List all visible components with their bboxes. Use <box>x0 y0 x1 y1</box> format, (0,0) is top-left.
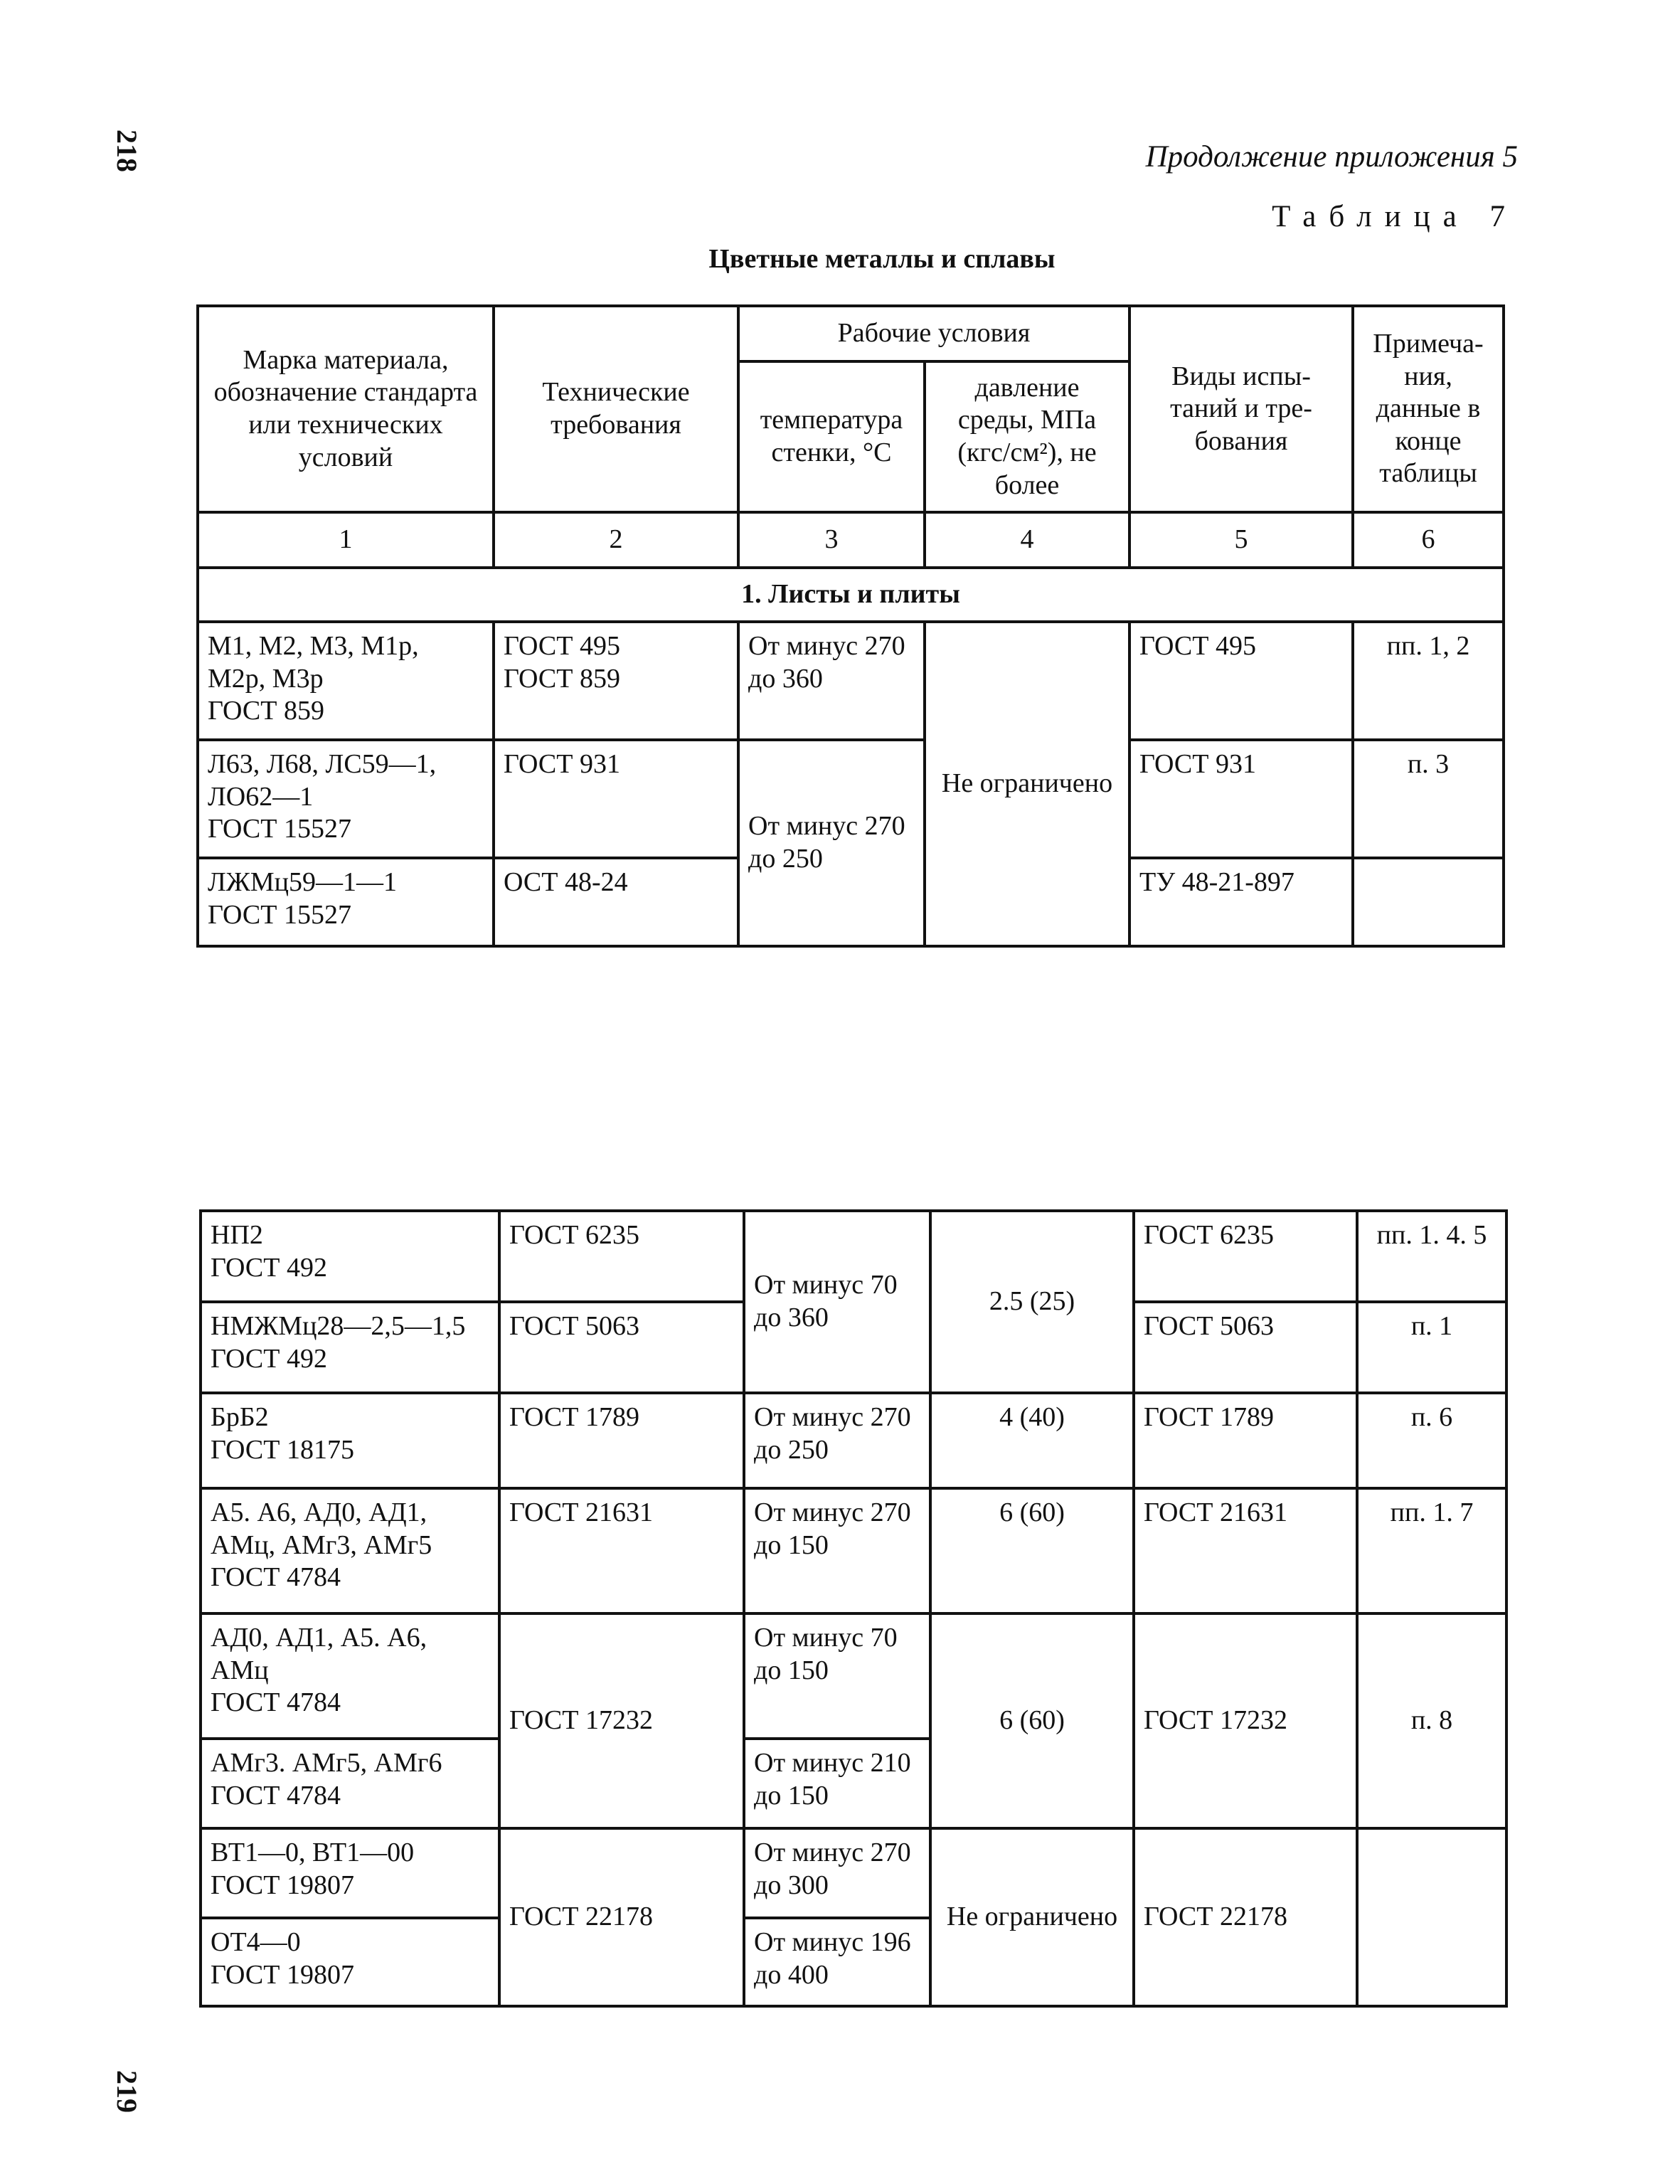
table-cell-requirements: ГОСТ 17232 <box>499 1613 744 1828</box>
table-cell-pressure: 6 (60) <box>930 1613 1134 1828</box>
table-cell-mark: Л63, Л68, ЛС59—1, ЛО62—1 ГОСТ 15527 <box>198 740 494 858</box>
table-cell-mark: ОТ4—0 ГОСТ 19807 <box>201 1918 499 2006</box>
table-cell-mark: НМЖМц28—2,5—1,5 ГОСТ 492 <box>201 1302 499 1393</box>
table-cell-requirements: ГОСТ 21631 <box>499 1488 744 1613</box>
table-cell-requirements: ГОСТ 5063 <box>499 1302 744 1393</box>
table-cell-tests: ГОСТ 931 <box>1129 740 1353 858</box>
table-label: Таблица 7 <box>1272 200 1518 233</box>
table-cell-pressure: 4 (40) <box>930 1393 1134 1488</box>
header-col-tests: Виды испы- таний и тре- бования <box>1129 306 1353 512</box>
table-cell-temperature: От минус 70 до 150 <box>744 1613 930 1739</box>
table-cell-notes <box>1353 858 1504 946</box>
table-cell-mark: М1, М2, М3, М1р, М2р, М3р ГОСТ 859 <box>198 622 494 740</box>
table-cell-mark: АД0, АД1, А5. А6, АМц ГОСТ 4784 <box>201 1613 499 1739</box>
table-cell-mark: БрБ2 ГОСТ 18175 <box>201 1393 499 1488</box>
table-cell-notes: пп. 1. 7 <box>1357 1488 1506 1613</box>
table-cell-mark: АМг3. АМг5, АМг6 ГОСТ 4784 <box>201 1739 499 1828</box>
col-number: 3 <box>738 512 925 568</box>
table-cell-requirements: ГОСТ 931 <box>494 740 738 858</box>
header-col-mark: Марка материала, обозначение стандарта или технических условий <box>198 306 494 512</box>
table-cell-temperature: От минус 70 до 360 <box>744 1211 930 1393</box>
table-cell-pressure: Не ограничено <box>925 622 1129 946</box>
table-cell-tests: ГОСТ 6235 <box>1134 1211 1357 1302</box>
col-number: 6 <box>1353 512 1504 568</box>
table-cell-temperature: От минус 210 до 150 <box>744 1739 930 1828</box>
table-cell-notes: пп. 1. 4. 5 <box>1357 1211 1506 1302</box>
table-cell-notes: п. 8 <box>1357 1613 1506 1828</box>
table-cell-notes: п. 1 <box>1357 1302 1506 1393</box>
table-cell-tests: ГОСТ 495 <box>1129 622 1353 740</box>
table-cell-temperature: От минус 196 до 400 <box>744 1918 930 2006</box>
table-cell-tests: ГОСТ 21631 <box>1134 1488 1357 1613</box>
table-cell-requirements: ГОСТ 22178 <box>499 1828 744 2006</box>
table-title: Цветные металлы и сплавы <box>708 244 1056 274</box>
table-cell-pressure: 2.5 (25) <box>930 1211 1134 1393</box>
table-cell-requirements: ОСТ 48-24 <box>494 858 738 946</box>
table-cell-requirements: ГОСТ 495 ГОСТ 859 <box>494 622 738 740</box>
table-cell-notes: пп. 1, 2 <box>1353 622 1504 740</box>
table-cell-tests: ТУ 48-21-897 <box>1129 858 1353 946</box>
table-cell-tests: ГОСТ 5063 <box>1134 1302 1357 1393</box>
table-cell-mark: А5. А6, АД0, АД1, АМц, АМг3, АМг5 ГОСТ 4784 <box>201 1488 499 1613</box>
table-cell-pressure: 6 (60) <box>930 1488 1134 1613</box>
table-cell-requirements: ГОСТ 1789 <box>499 1393 744 1488</box>
table-cell-pressure: Не ограничено <box>930 1828 1134 2006</box>
table-cell-temperature: От минус 270 до 250 <box>744 1393 930 1488</box>
table-part-2 <box>199 1209 1508 2008</box>
header-working-conditions: Рабочие условия <box>738 306 1129 361</box>
col-number: 4 <box>925 512 1129 568</box>
table-cell-mark: ЛЖМц59—1—1 ГОСТ 15527 <box>198 858 494 946</box>
header-col-requirements: Технические требования <box>494 306 738 512</box>
table-cell-temperature: От минус 270 до 300 <box>744 1828 930 1918</box>
col-number: 5 <box>1129 512 1353 568</box>
header-col-notes: Примеча- ния, данные в конце таблицы <box>1353 306 1504 512</box>
header-col-temperature: температура стенки, °С <box>738 361 925 512</box>
table-cell-temperature: От минус 270 до 150 <box>744 1488 930 1613</box>
table-cell-notes: п. 6 <box>1357 1393 1506 1488</box>
page-number-top: 218 <box>111 129 143 172</box>
table-cell-notes <box>1357 1828 1506 2006</box>
continuation-label: Продолжение приложения 5 <box>1145 140 1518 174</box>
col-number: 1 <box>198 512 494 568</box>
table-cell-mark: НП2 ГОСТ 492 <box>201 1211 499 1302</box>
table-cell-tests: ГОСТ 22178 <box>1134 1828 1357 2006</box>
table-cell-tests: ГОСТ 17232 <box>1134 1613 1357 1828</box>
table-cell-requirements: ГОСТ 6235 <box>499 1211 744 1302</box>
section-heading: 1. Листы и плиты <box>198 568 1504 622</box>
table-cell-tests: ГОСТ 1789 <box>1134 1393 1357 1488</box>
header-col-pressure: давление среды, МПа (кгс/см²), не более <box>925 361 1129 512</box>
col-number: 2 <box>494 512 738 568</box>
table-cell-temperature: От минус 270 до 360 <box>738 622 925 740</box>
table-cell-temperature: От минус 270 до 250 <box>738 740 925 946</box>
table-cell-mark: ВТ1—0, ВТ1—00 ГОСТ 19807 <box>201 1828 499 1918</box>
table-cell-notes: п. 3 <box>1353 740 1504 858</box>
page-number-bottom: 219 <box>111 2070 143 2113</box>
table-part-1 <box>196 304 1505 948</box>
